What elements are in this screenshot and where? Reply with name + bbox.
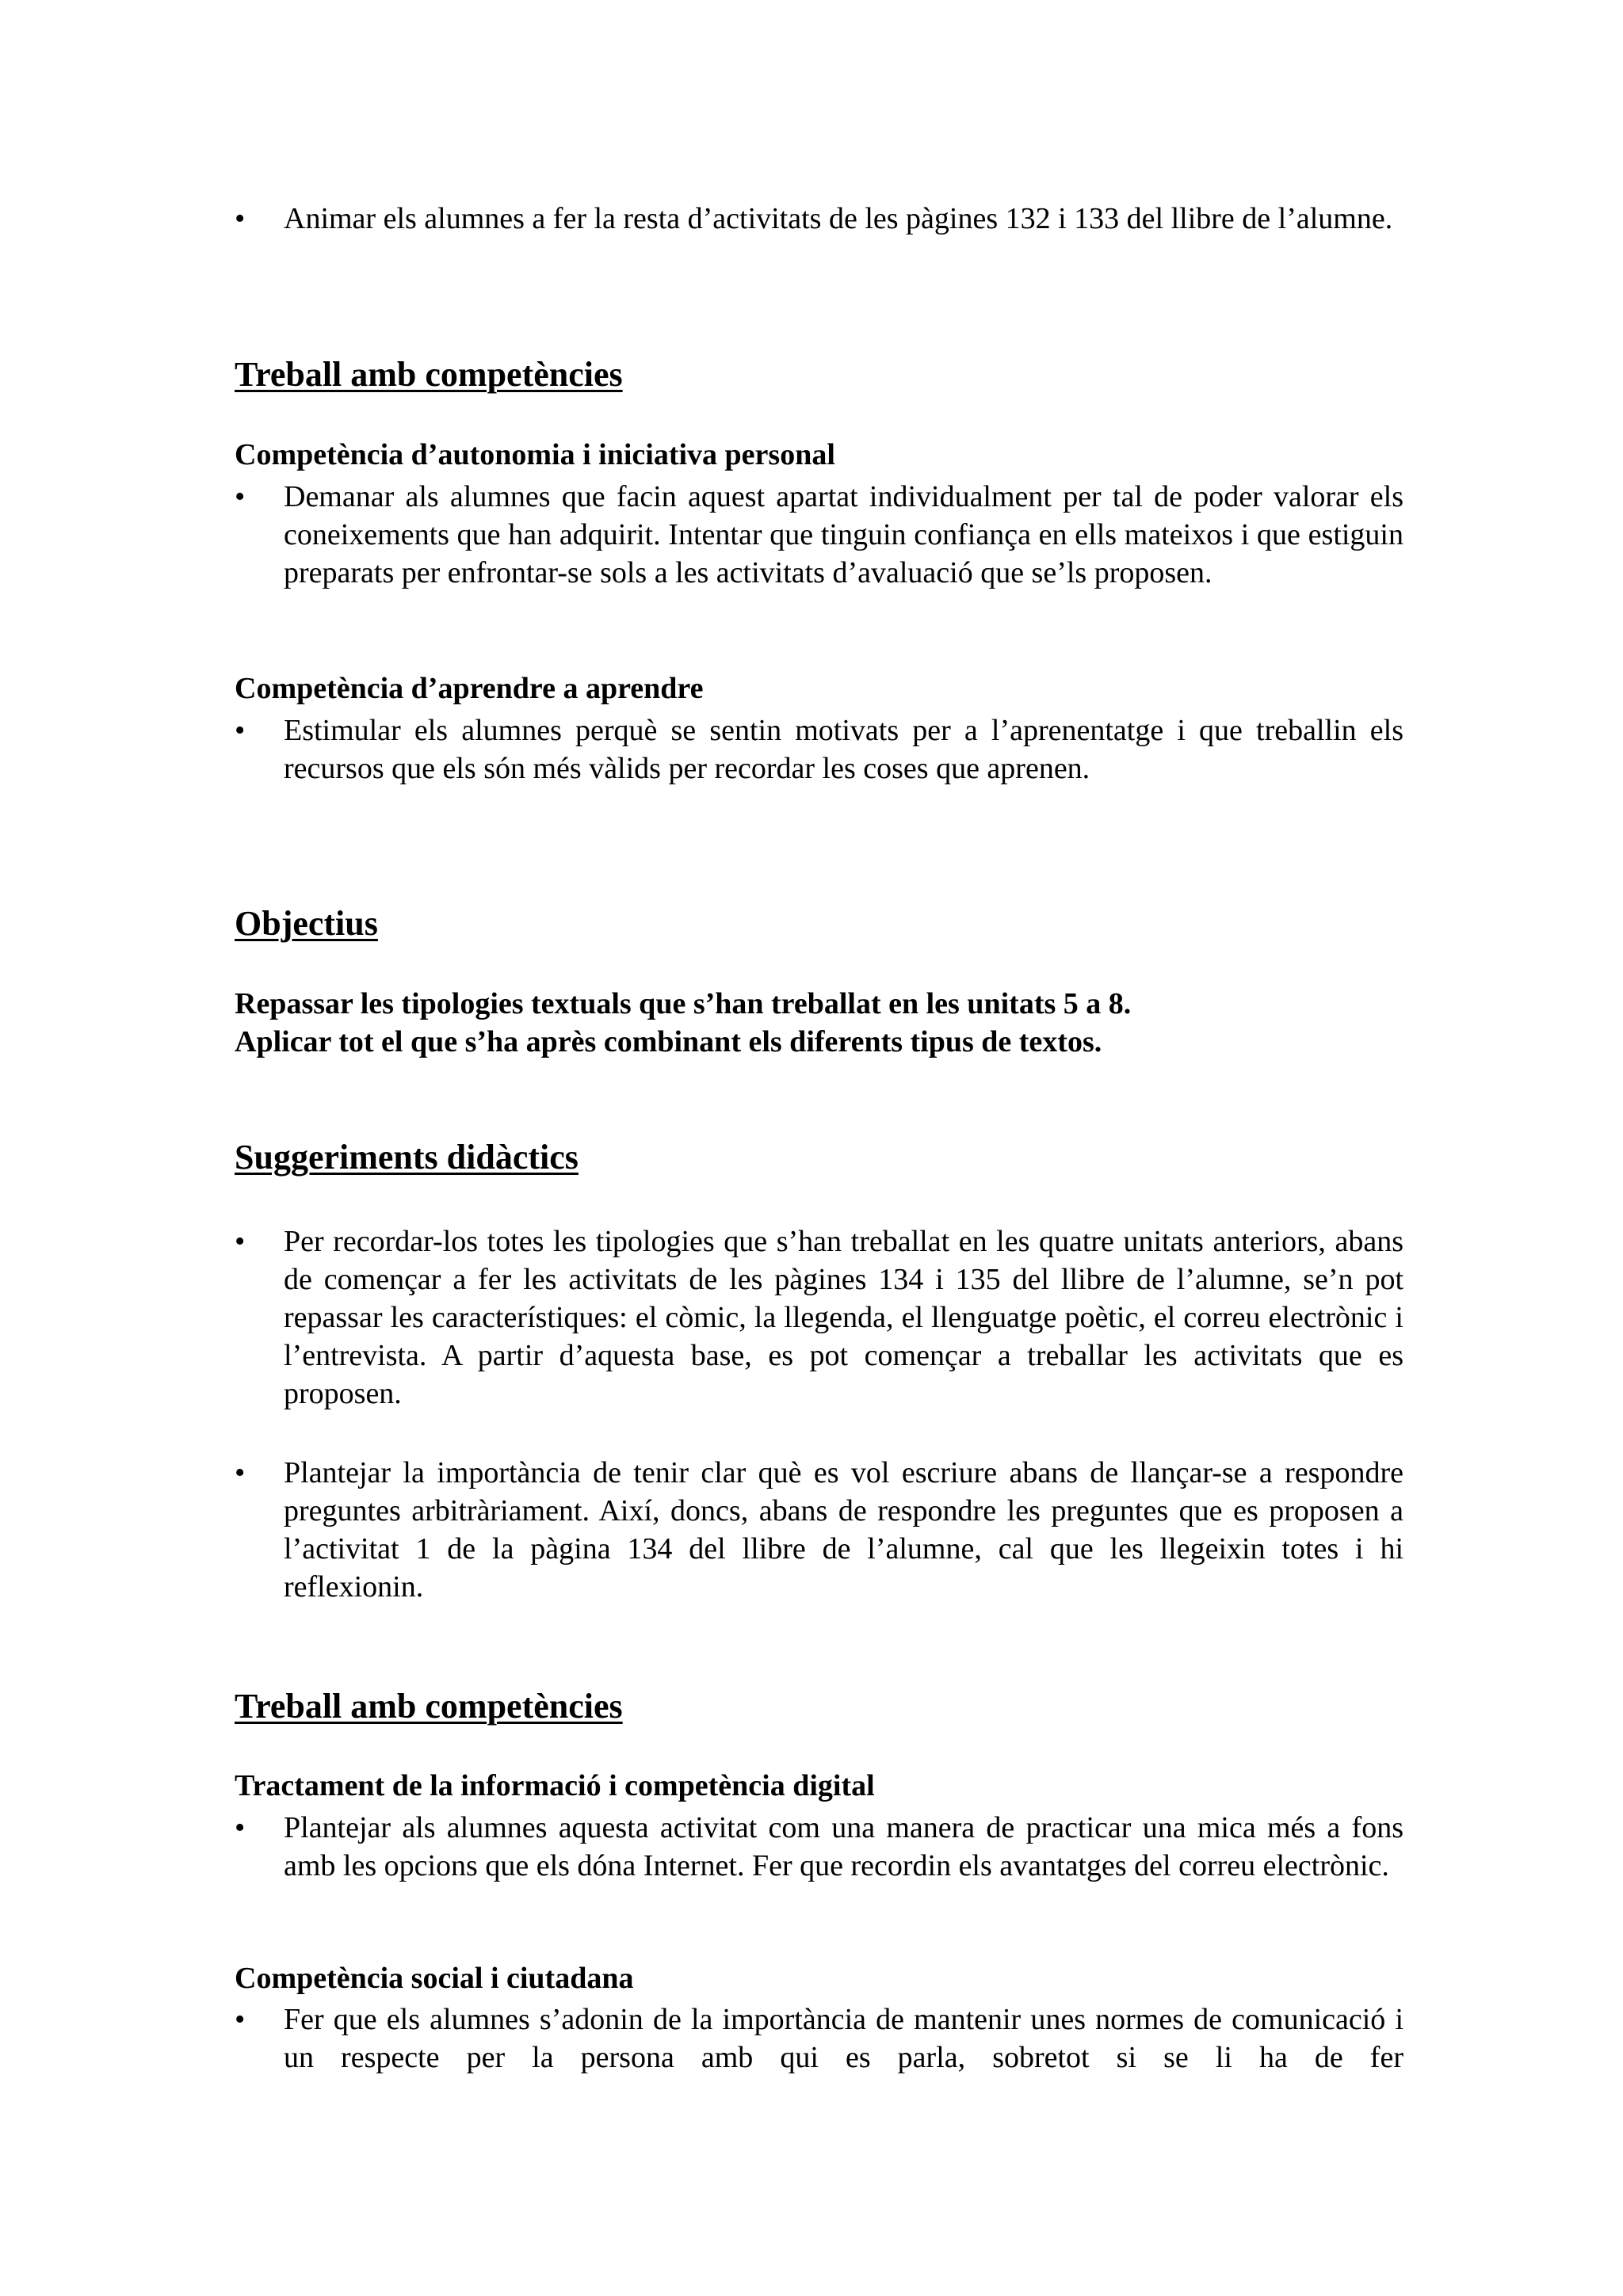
bullet-icon: • bbox=[235, 1225, 246, 1258]
suggeriment-list-item bbox=[235, 1222, 1403, 1413]
intro-text: Animar els alumnes a fer la resta d’activitats de les pàgines 132 i 133 del llibre de l’alumne. bbox=[284, 202, 1393, 235]
suggeriment-text-2: Plantejar la importància de tenir clar què es vol escriure abans de llançar-se a respondre preguntes arbitràriament. Així, doncs, abans de respondre les preguntes que es proposen a l’activitat 1 de la pàgina 134 del llibre de l’alumne, cal que les llegeixin totes i hi reflexionin. bbox=[284, 1456, 1403, 1604]
suggeriment-list-item bbox=[235, 1454, 1403, 1606]
social-ciutadana-text: Fer que els alumnes s’adonin de la importància de mantenir unes normes de comunicació i un respecte per la persona amb qui es parla, sobretot si se li ha de fer bbox=[284, 2003, 1403, 2074]
bullet-icon: • bbox=[235, 1456, 246, 1489]
subheading-autonomia: Competència d’autonomia i iniciativa personal bbox=[235, 438, 835, 471]
aprendre-text: Estimular els alumnes perquè se sentin motivats per a l’aprenentatge i que treballin els recursos que els són més vàlids per recordar les coses que aprenen. bbox=[284, 714, 1403, 785]
bullet-icon: • bbox=[235, 1811, 246, 1844]
section-heading-treball-2: Treball amb competències bbox=[235, 1687, 623, 1726]
bullet-icon: • bbox=[235, 2003, 246, 2036]
section-heading-treball-1: Treball amb competències bbox=[235, 355, 623, 394]
subheading-aprendre: Competència d’aprendre a aprendre bbox=[235, 672, 704, 705]
objectiu-line-2: Aplicar tot el que s’ha après combinant els diferents tipus de textos. bbox=[235, 1025, 1102, 1058]
suggeriment-text-1: Per recordar-los totes les tipologies que s’han treballat en les quatre unitats anteriors, abans de començar a fer les activitats de les pàgines 134 i 135 del llibre de l’alumne, se’n pot repassar les característiques: el còmic, la llegenda, el llenguatge poètic, el correu electrònic i l’entrevista. A partir d’aquesta base, es pot començar a treballar les activitats que es proposen. bbox=[284, 1225, 1403, 1410]
bullet-icon: • bbox=[235, 202, 246, 235]
objectiu-line-1: Repassar les tipologies textuals que s’han treballat en les unitats 5 a 8. bbox=[235, 987, 1132, 1020]
bullet-icon: • bbox=[235, 714, 246, 747]
section-heading-objectius: Objectius bbox=[235, 904, 378, 943]
informacio-digital-list-item bbox=[235, 1809, 1403, 1885]
section-heading-suggeriments: Suggeriments didàctics bbox=[235, 1138, 579, 1177]
autonomia-text: Demanar als alumnes que facin aquest apartat individualment per tal de poder valorar els coneixements que han adquirit. Intentar que tinguin confiança en ells mateixos i que estiguin preparats per enfrontar-se sols a les activitats d’avaluació que se’ls proposen. bbox=[284, 480, 1403, 589]
intro-list-item bbox=[235, 200, 1403, 238]
subheading-informacio-digital: Tractament de la informació i competència digital bbox=[235, 1769, 875, 1802]
aprendre-list-item bbox=[235, 711, 1403, 788]
informacio-digital-text: Plantejar als alumnes aquesta activitat com una manera de practicar una mica més a fons amb les opcions que els dóna Internet. Fer que recordin els avantatges del correu electrònic. bbox=[284, 1811, 1403, 1882]
autonomia-list-item bbox=[235, 478, 1403, 592]
social-ciutadana-list-item bbox=[235, 2000, 1403, 2077]
subheading-social-ciutadana: Competència social i ciutadana bbox=[235, 1962, 634, 1995]
bullet-icon: • bbox=[235, 480, 246, 513]
